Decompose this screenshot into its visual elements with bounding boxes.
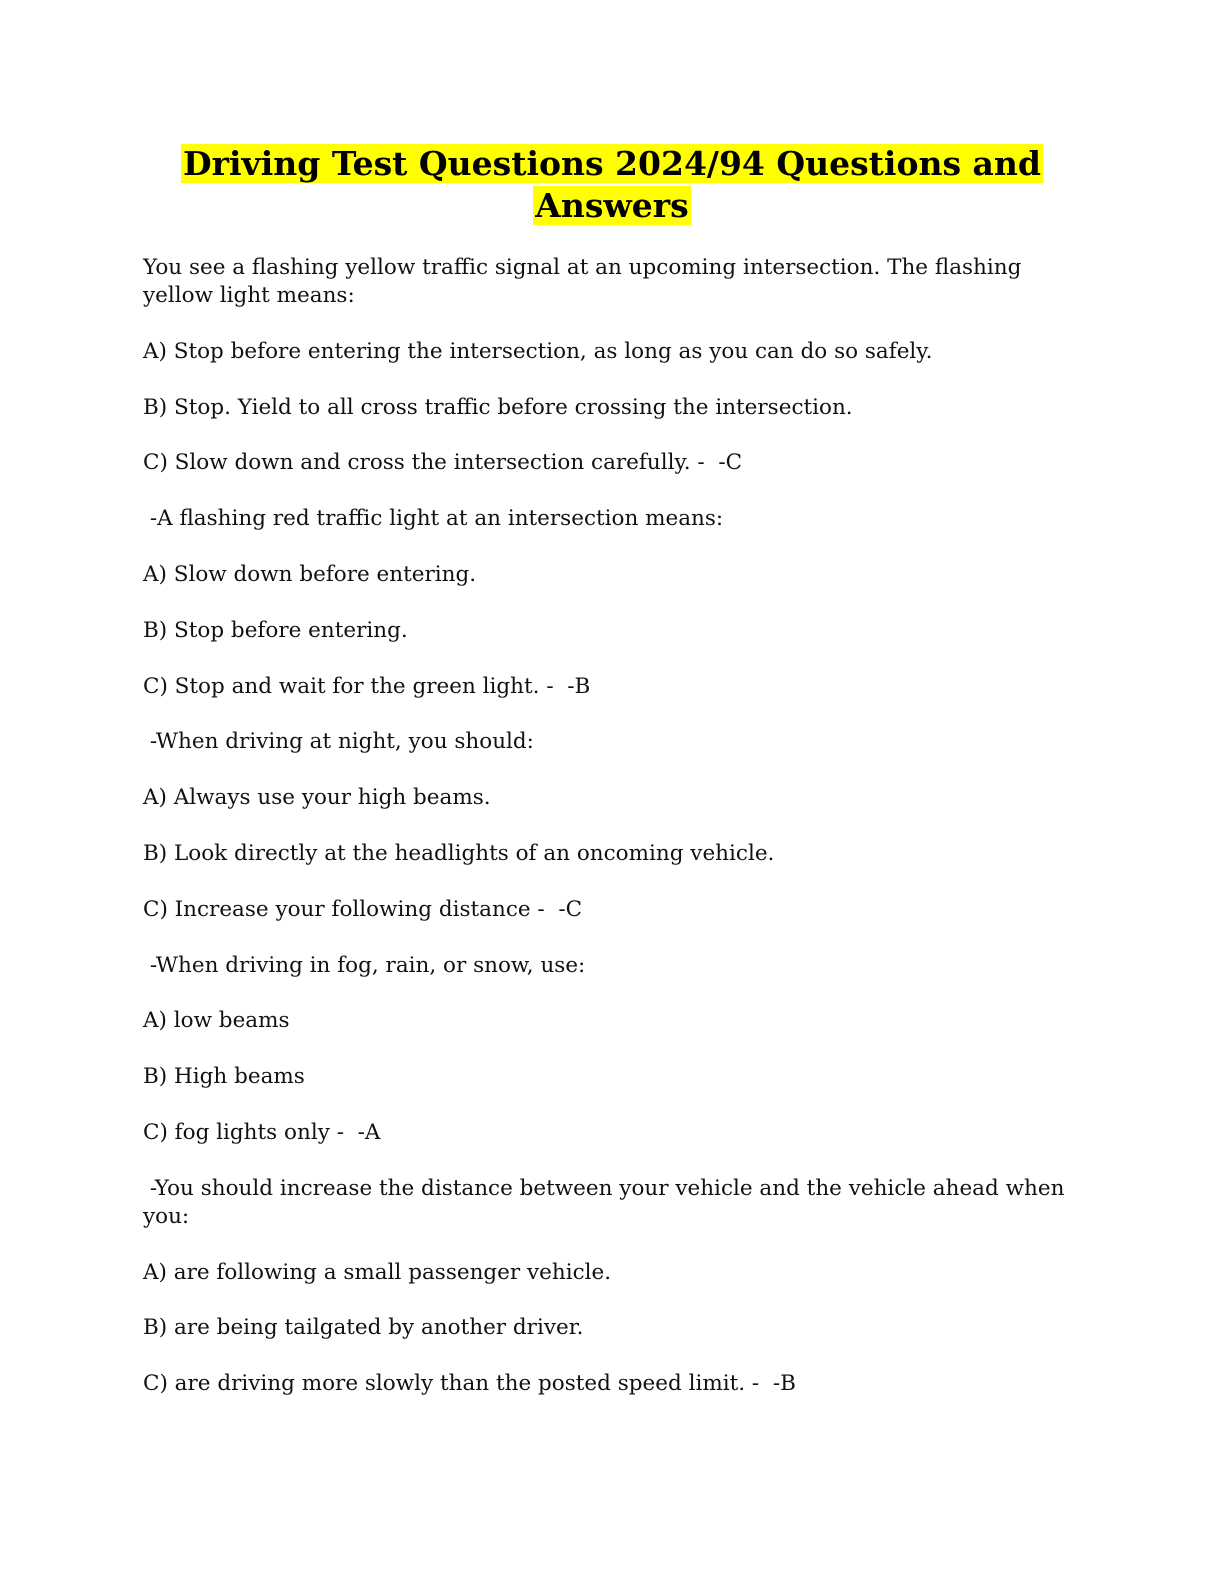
question-4-prompt: -When driving in fog, rain, or snow, use: — [143, 953, 586, 978]
document-title — [0, 143, 1224, 227]
title-line-2: Answers — [535, 186, 689, 225]
question-3-option-b: B) Look directly at the headlights of an oncoming vehicle. — [143, 841, 775, 866]
question-3-option-a: A) Always use your high beams. — [143, 785, 491, 810]
question-2-option-c-answer: C) Stop and wait for the green light. - -B — [143, 674, 591, 699]
question-1-option-a: A) Stop before entering the intersection, as long as you can do so safely. — [143, 339, 933, 364]
question-3-prompt: -When driving at night, you should: — [143, 729, 534, 754]
question-4-option-c-answer: C) fog lights only - -A — [143, 1120, 381, 1145]
question-1-option-c-answer: C) Slow down and cross the intersection carefully. - -C — [143, 450, 743, 475]
question-1-prompt: You see a flashing yellow traffic signal at an upcoming intersection. The flashing yellow light means: — [143, 255, 1029, 308]
question-4-option-b: B) High beams — [143, 1064, 305, 1089]
question-5-option-a: A) are following a small passenger vehicle. — [143, 1260, 612, 1285]
question-5-option-c-answer: C) are driving more slowly than the posted speed limit. - -B — [143, 1371, 796, 1396]
question-5-prompt: -You should increase the distance between your vehicle and the vehicle ahead when you: — [143, 1176, 1072, 1229]
question-2-option-a: A) Slow down before entering. — [143, 562, 477, 587]
question-2-prompt: -A flashing red traffic light at an intersection means: — [143, 506, 724, 531]
title-line-1: Driving Test Questions 2024/94 Questions and — [183, 144, 1041, 183]
question-2-option-b: B) Stop before entering. — [143, 618, 408, 643]
question-1-option-b: B) Stop. Yield to all cross traffic before crossing the intersection. — [143, 395, 853, 420]
question-5-option-b: B) are being tailgated by another driver. — [143, 1315, 584, 1340]
question-3-option-c-answer: C) Increase your following distance - -C — [143, 897, 583, 922]
question-4-option-a: A) low beams — [143, 1008, 290, 1033]
